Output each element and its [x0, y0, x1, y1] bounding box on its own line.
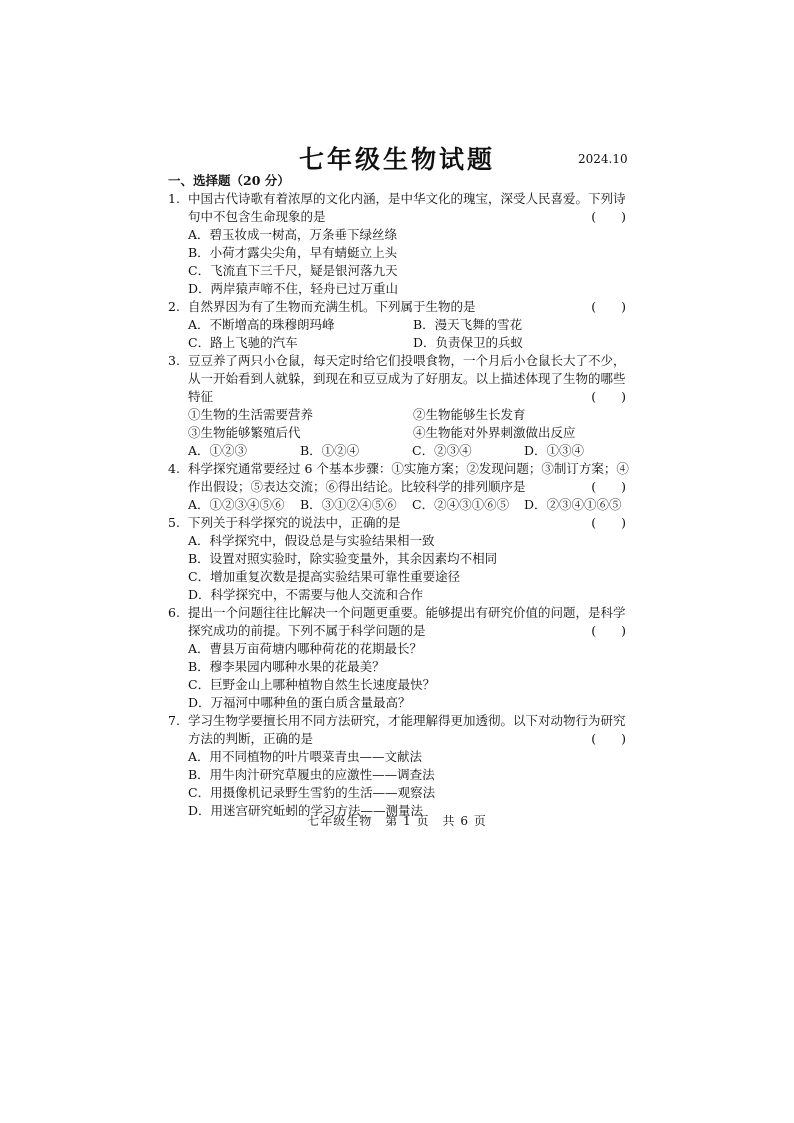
question-number: 7.	[168, 713, 180, 728]
option-c: C．②④③①⑥⑤	[412, 497, 510, 512]
option-d: D．两岸猿声啼不住，轻舟已过万重山	[188, 281, 399, 296]
option-d: D．负责保卫的兵蚁	[413, 335, 524, 350]
question-text: 方法的判断，正确的是	[188, 731, 314, 746]
question-text: 句中不包含生命现象的是	[188, 209, 326, 224]
statement-4: ④生物能对外界刺激做出反应	[413, 425, 576, 440]
page-title: 七年级生物试题	[298, 145, 495, 174]
option-c: C．路上飞驰的汽车	[188, 335, 298, 350]
option-b: B．漫天飞舞的雪花	[413, 317, 523, 332]
option-a: A．曹县万亩荷塘内哪种荷花的花期最长？	[188, 641, 423, 656]
question-number: 2.	[168, 299, 180, 314]
option-a: A．科学探究中，假设总是与实验结果相一致	[188, 533, 435, 548]
option-c: C．飞流直下三千尺，疑是银河落九天	[188, 263, 398, 278]
option-c: C．巨野金山上哪种植物自然生长速度最快？	[188, 677, 436, 692]
question-6	[168, 604, 638, 712]
question-text: 探究成功的前提。下列不属于科学问题的是	[188, 623, 426, 638]
option-c: C．增加重复次数是提高实验结果可靠性重要途径	[188, 569, 461, 584]
option-b: B．①②④	[300, 443, 360, 458]
question-number: 1.	[168, 191, 180, 206]
option-b: B．用牛肉汁研究草履虫的应激性——调查法	[188, 767, 435, 782]
answer-bracket: ( )	[591, 479, 626, 494]
question-text: 从一开始看到人就躲，到现在和豆豆成为了好朋友。以上描述体现了生物的哪些	[188, 371, 626, 386]
section-heading: 一、选择题（20 分）	[168, 173, 290, 188]
answer-bracket: ( )	[591, 731, 626, 746]
option-b: B．设置对照实验时，除实验变量外，其余因素均不相同	[188, 551, 498, 566]
option-d: D．②③④①⑥⑤	[524, 497, 622, 512]
answer-bracket: ( )	[591, 515, 626, 530]
statement-3: ③生物能够繁殖后代	[188, 425, 301, 440]
option-d: D．①③④	[524, 443, 585, 458]
statement-1: ①生物的生活需要营养	[188, 407, 314, 422]
question-number: 3.	[168, 353, 180, 368]
question-text: 豆豆养了两只小仓鼠，每天定时给它们投喂食物，一个月后小仓鼠长大了不少，	[188, 353, 626, 368]
option-b: B．③①②④⑤⑥	[300, 497, 397, 512]
statement-2: ②生物能够生长发育	[413, 407, 526, 422]
page-footer: 七年级生物 第 1 页 共 6 页	[307, 814, 487, 828]
question-3	[168, 352, 638, 460]
answer-bracket: ( )	[591, 623, 626, 638]
question-text: 学习生物学要擅长用不同方法研究，才能理解得更加透彻。以下对动物行为研究	[188, 713, 626, 728]
answer-bracket: ( )	[591, 209, 626, 224]
question-text: 作出假设；⑤表达交流；⑥得出结论。比较科学的排列顺序是	[188, 479, 526, 494]
option-c: C．②③④	[412, 443, 472, 458]
option-d: D．科学探究中，不需要与他人交流和合作	[188, 587, 424, 602]
option-a: A．不断增高的珠穆朗玛峰	[188, 317, 335, 332]
exam-date: 2024.10	[578, 152, 628, 166]
option-b: B．穆李果园内哪种水果的花最美？	[188, 659, 385, 674]
question-text: 特征	[188, 389, 214, 404]
answer-bracket: ( )	[591, 299, 626, 314]
question-2	[168, 298, 638, 352]
question-number: 4.	[168, 461, 180, 476]
question-5	[168, 514, 638, 604]
question-4	[168, 460, 638, 514]
question-text: 提出一个问题往往比解决一个问题更重要。能够提出有研究价值的问题，是科学	[188, 605, 626, 620]
option-d: D．用迷宫研究蚯蚓的学习方法——测量法	[188, 803, 424, 818]
question-number: 6.	[168, 605, 180, 620]
question-text: 科学探究通常要经过 6 个基本步骤：①实施方案；②发现问题；③制订方案；④	[188, 461, 629, 476]
question-1	[168, 190, 638, 298]
question-text: 中国古代诗歌有着浓厚的文化内涵，是中华文化的瑰宝，深受人民喜爱。下列诗	[188, 191, 626, 206]
option-a: A．碧玉妆成一树高，万条垂下绿丝绦	[188, 227, 398, 242]
option-b: B．小荷才露尖尖角，早有蜻蜓立上头	[188, 245, 398, 260]
option-c: C．用摄像机记录野生雪豹的生活——观察法	[188, 785, 436, 800]
question-7	[168, 712, 638, 820]
question-number: 5.	[168, 515, 180, 530]
option-a: A．用不同植物的叶片喂菜青虫——文献法	[188, 749, 423, 764]
option-a: A．①②③	[188, 443, 248, 458]
question-text: 自然界因为有了生物而充满生机。下列属于生物的是	[188, 299, 476, 314]
answer-bracket: ( )	[591, 389, 626, 404]
exam-content	[168, 172, 638, 820]
option-a: A．①②③④⑤⑥	[188, 497, 285, 512]
question-text: 下列关于科学探究的说法中，正确的是	[188, 515, 401, 530]
option-d: D．万福河中哪种鱼的蛋白质含量最高？	[188, 695, 411, 710]
